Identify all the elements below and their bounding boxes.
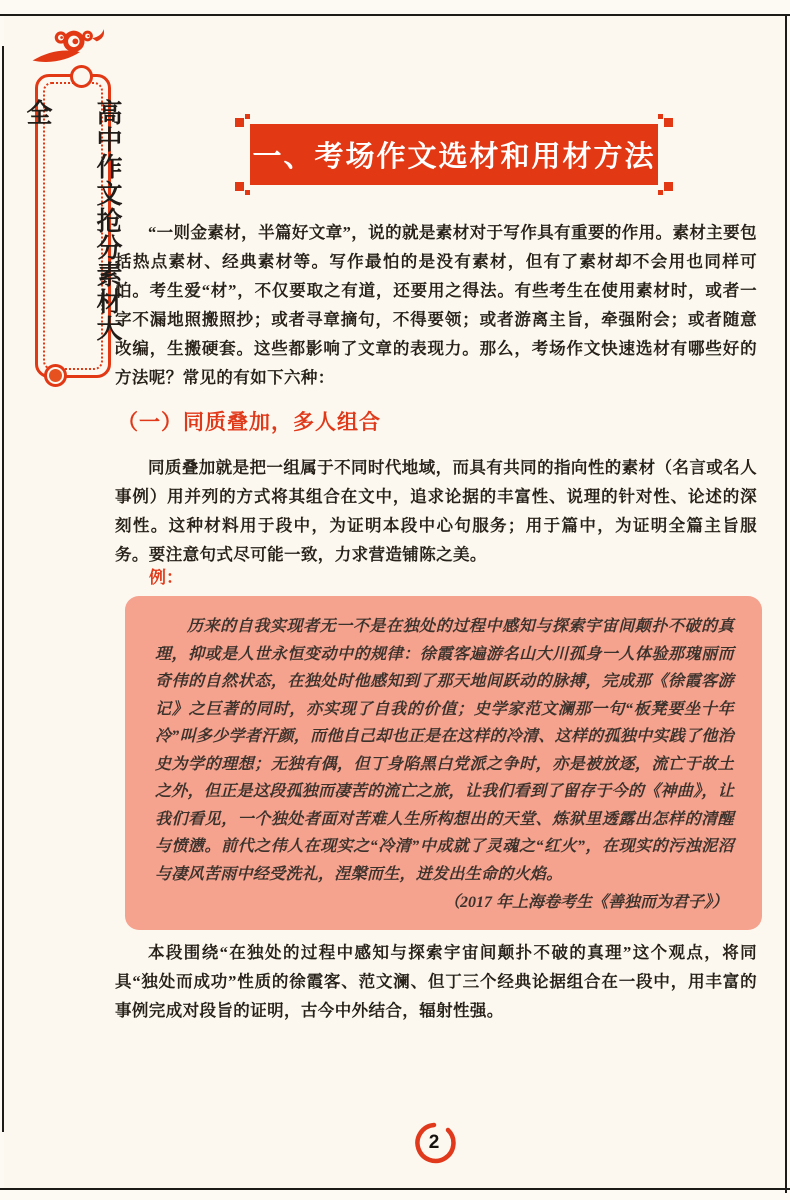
banner-notch-icon [235,118,244,127]
banner-notch-icon [245,114,250,119]
plate-circle-bottom-icon [44,364,67,387]
section-heading: （一）同质叠加，多人组合 [117,411,381,434]
example-essay-text: 历来的自我实现者无一不是在独处的过程中感知与探索宇宙间颠扑不破的真理，抑或是人世永恒变动中的规律：徐霞客遍游名山大川孤身一人体验那瑰丽而奇伟的自然状态，在独处时他感知到了那天地间跃动的脉搏，完成那《徐霞客游记》之巨著的同时，亦实现了自我的价值；史学家范文澜那一句“板凳要坐十年冷”叫多少学者汗颜，而他自己却也正是在这样的冷清、这样的孤独中实践了他治史为学的理想；无独有偶，但丁身陷黑白党派之争时，亦是被放逐，流亡于故土之外，但正是这段孤独而凄苦的流亡之旅，让我们看到了留存于今的《神曲》，让我们看见，一个独处者面对苦难人生所构想出的天堂、炼狱里透露出怎样的清醒与愤懑。前代之伟人在现实之“冷清”中成就了灵魂之“红火”，在现实的污浊泥沼与凄风苦雨中经受洗礼，涅槃而生，迸发出生命的火焰。 [155,618,734,883]
series-title-plate [23,74,123,378]
example-box [125,596,762,930]
banner-notch-icon [658,114,663,119]
banner-notch-icon [245,190,250,195]
banner-notch-icon [658,190,663,195]
banner-notch-icon [664,182,673,191]
plate-circle-top-icon [70,65,93,88]
page-number: 2 [428,1132,440,1153]
section-body-paragraph: 同质叠加就是把一组属于不同时代地域，而具有共同的指向性的素材（名言或名人事例）用并列的方式将其组合在文中，追求论据的丰富性、说理的针对性、论述的深刻性。这种材料用于段中，为证明本段中心句服务；用于篇中，为证明全篇主旨服务。要注意句式尽可能一致，力求营造铺陈之美。 [115,458,757,564]
chapter-title: 一、考场作文选材和用材方法 [252,141,656,173]
example-source: （2017 年上海卷考生《善独而为君子》） [443,894,728,911]
page-edge-right [785,15,787,1193]
page-edge-bottom [0,1188,790,1190]
banner-notch-icon [664,118,673,127]
series-title: 高中作文抢分素材大全 [23,99,123,342]
page-edge-top [0,14,790,16]
page-number-area [409,1118,459,1168]
example-label: 例： [149,568,183,587]
cloud-ornament-icon [28,26,112,72]
analysis-paragraph: 本段围绕“在独处的过程中感知与探索宇宙间颠扑不破的真理”这个观点，将同具“独处而成功”性质的徐霞客、范文澜、但丁三个经典论据组合在一段中，用丰富的事例完成对段旨的证明，古今中外结合，辐射性强。 [115,943,757,1020]
chapter-banner [250,124,658,185]
intro-paragraph: “一则金素材，半篇好文章”，说的就是素材对于写作具有重要的作用。素材主要包括热点素材、经典素材等。写作最怕的是没有素材，但有了素材却不会用也同样可怕。考生爱“材”，不仅要取之有道，还要用之得法。有些考生在使用素材时，或者一字不漏地照搬照抄；或者寻章摘句，不得要领；或者游离主旨，牵强附会；或者随意改编，生搬硬套。这些都影响了文章的表现力。那么，考场作文快速选材有哪些好的方法呢？常见的有如下六种： [115,223,757,387]
banner-notch-icon [235,182,244,191]
